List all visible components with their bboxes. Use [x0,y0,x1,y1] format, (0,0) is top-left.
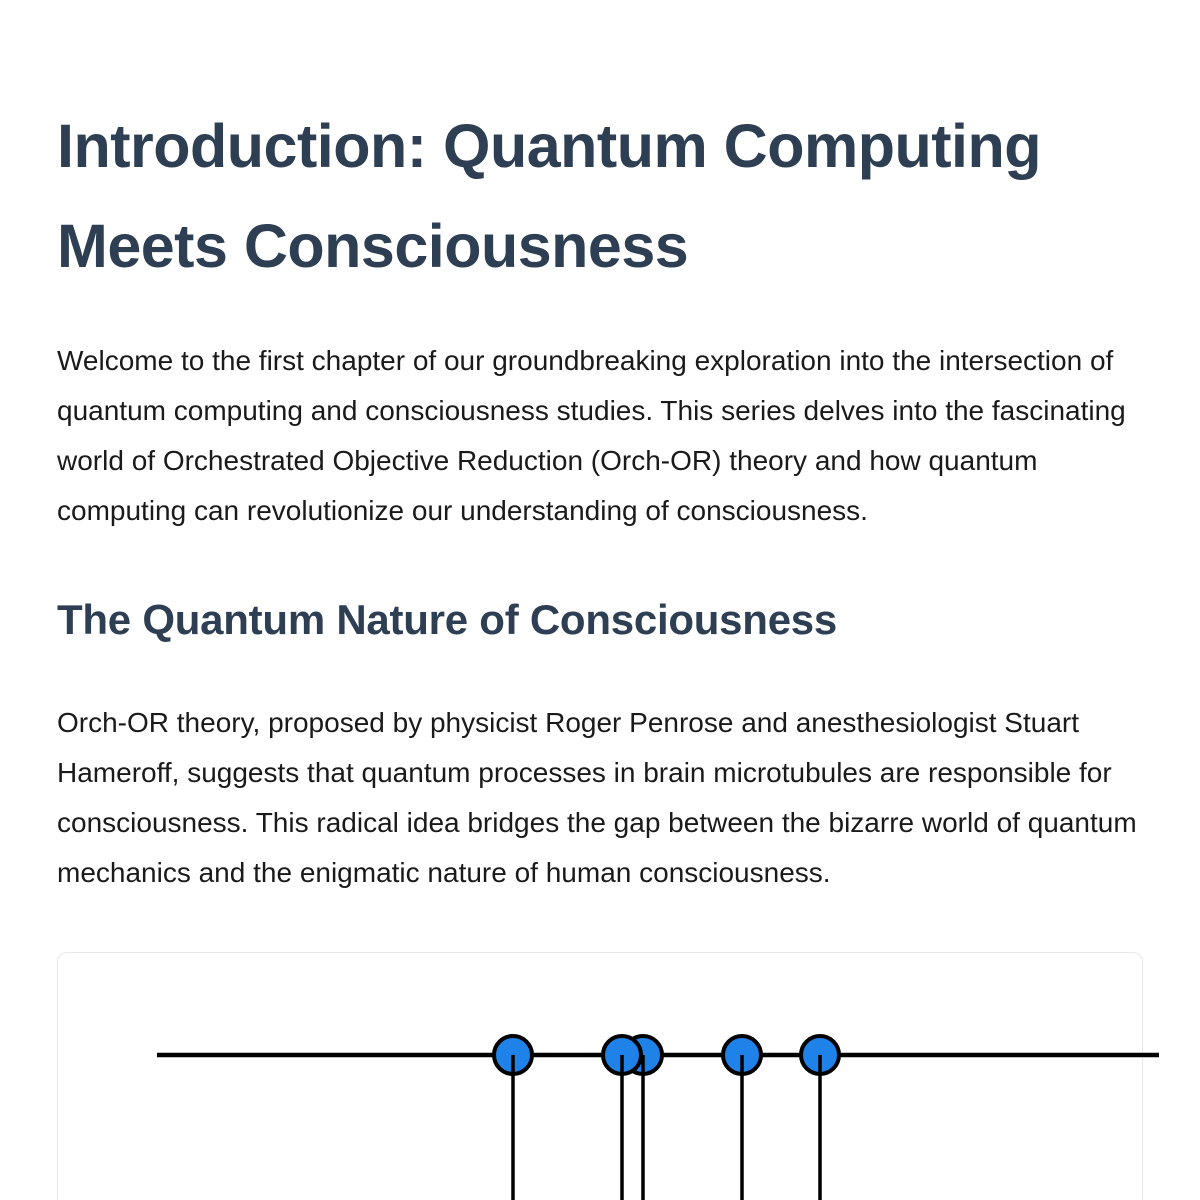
page-title: Introduction: Quantum Computing Meets Consciousness [57,112,1042,280]
figure-card [57,952,1143,1200]
quantum-nodes-diagram [58,953,1178,1200]
section-heading: The Quantum Nature of Consciousness [57,596,838,643]
article [0,96,1200,1200]
section-paragraph: Orch-OR theory, proposed by physicist Roger Penrose and anesthesiologist Stuart Hameroff, suggests that quantum processes in brain microtubules are responsible for consciousness. This radical idea bridges the gap between the bizarre world of quantum mechanics and the enigmatic nature of human consciousness. [57,707,1137,888]
intro-paragraph: Welcome to the first chapter of our groundbreaking exploration into the intersection of quantum computing and consciousness studies. This series delves into the fascinating world of Orchestrated Objective Reduction (Orch-OR) theory and how quantum computing can revolutionize our understanding of consciousness. [57,345,1126,526]
